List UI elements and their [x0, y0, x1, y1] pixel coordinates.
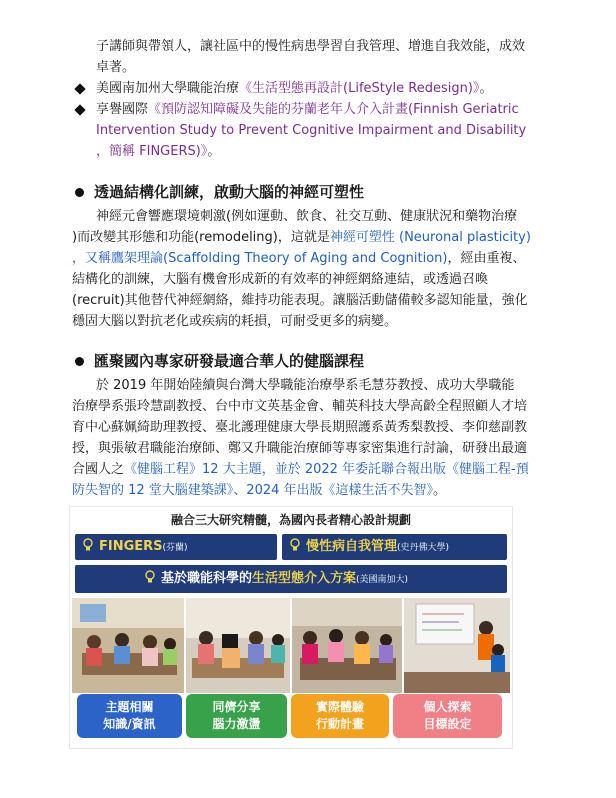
pill-line-1: 主題相關 — [105, 700, 154, 714]
ref-item-usc — [96, 78, 492, 99]
body-line — [72, 227, 531, 248]
framework-prefix: 基於職能科學的 — [161, 571, 253, 586]
ref-highlight: 《生活型態再設計(LifeStyle Redesign)》 — [239, 81, 480, 96]
framework-title: FINGERS — [99, 539, 163, 554]
section-heading-neuroplasticity: 透過結構化訓練，啟動大腦的神經可塑性 — [94, 183, 365, 201]
framework-source: (史丹佛大學) — [397, 543, 450, 553]
ref-suffix: 。 — [479, 81, 493, 96]
section-heading-expert-courses: 匯聚國內專家研發最適合華人的健腦課程 — [94, 352, 365, 370]
framework-box-fingers — [75, 534, 277, 560]
ref-suffix: 。 — [207, 144, 221, 159]
ref-item-fingers-l2: Intervention Study to Prevent Cognitive Impairment and Disability — [96, 123, 527, 138]
framework-title: 生活型態介入方案 — [252, 571, 357, 586]
framework-title: 慢性病自我管理 — [306, 539, 398, 554]
class-photo-1 — [72, 598, 184, 693]
body-text: )而改變其形態和功能(remodeling)，這就是 — [72, 230, 330, 245]
pill-line-2: 目標設定 — [423, 717, 472, 731]
ref-item-fingers-l3 — [96, 141, 220, 162]
framework-box-self-management — [282, 534, 507, 560]
intro-line-2: 卓著。 — [96, 60, 136, 75]
intro-line-1: 子講師與帶領人，讓社區中的慢性病患學習自我管理、增進自我效能，成效 — [96, 39, 526, 54]
ref-item-fingers-l1 — [96, 99, 519, 120]
body-line: (recruit)其他替代神經網絡，維持功能表現。讓腦活動儲備較多認知能量，強化 — [72, 293, 528, 308]
pill-line-2: 知識/資訊 — [103, 717, 156, 731]
pill-line-1: 同儕分享 — [212, 700, 261, 714]
body-text: ，經由重複、 — [447, 251, 526, 266]
lightbulb-icon — [145, 570, 155, 584]
class-photo-2 — [186, 598, 290, 693]
body-line — [72, 480, 446, 501]
framework-source: (美國南加大) — [356, 575, 409, 585]
method-pill-knowledge — [77, 694, 182, 738]
infographic-title: 融合三大研究精髓，為國內長者精心設計規劃 — [170, 513, 411, 527]
method-pill-exploration — [393, 694, 502, 738]
body-line: 結構化的訓練，大腦有機會形成新的有效率的神經網絡連結，或透過召喚 — [72, 272, 489, 287]
class-photo-3 — [292, 598, 402, 693]
body-line — [72, 459, 529, 480]
pill-line-1: 個人探索 — [423, 700, 472, 714]
pill-line-1: 實際體驗 — [315, 700, 364, 714]
class-photo-4 — [404, 598, 510, 693]
framework-box-lifestyle — [75, 565, 507, 593]
ref-prefix: 享譽國際 — [96, 102, 149, 117]
bullet-dot-icon — [75, 188, 84, 197]
framework-source: (芬蘭) — [162, 543, 188, 553]
diamond-bullet-icon — [75, 105, 85, 115]
body-line: 育中心蘇姵綺助理教授、臺北護理健康大學長期照護系黃秀梨教授、李仰慈副教 — [72, 420, 528, 435]
body-highlight: 《健腦工程》12 大主題，並於 2022 年委託聯合報出版《健腦工程-預 — [124, 462, 529, 477]
body-line: 授，與張敏君職能治療師、鄭又升職能治療師等專家密集進行討論，研發出最適 — [72, 441, 528, 456]
ref-highlight: ，簡稱 FINGERS)》 — [96, 144, 208, 159]
method-pill-experience — [291, 694, 389, 738]
body-text: 。 — [433, 483, 447, 498]
body-line: 穩固大腦以對抗老化或疾病的耗損，可耐受更多的病變。 — [72, 314, 398, 329]
ref-highlight: 《預防認知障礙及失能的芬蘭老年人介入計畫(Finnish Geriatric — [148, 102, 519, 117]
body-highlight: 防失智的 12 堂大腦建築課》、2024 年出版《這樣生活不失智》 — [72, 483, 434, 498]
method-pill-peer-sharing — [186, 694, 287, 738]
body-highlight: ，又稱鷹架理論(Scaffolding Theory of Aging and Cognition) — [72, 251, 448, 266]
body-line: 神經元會響應環境刺激(例如運動、飲食、社交互動、健康狀況和藥物治療 — [96, 209, 518, 224]
body-line: 治療學系張玲慧副教授、台中市文英基金會、輔英科技大學高齡全程照顧人才培 — [72, 399, 528, 414]
lightbulb-icon — [83, 538, 93, 552]
ref-prefix: 美國南加州大學職能治療 — [96, 81, 240, 96]
body-line: 於 2019 年開始陸續與台灣大學職能治療學系毛慧芬教授、成功大學職能 — [96, 378, 515, 393]
pill-line-2: 腦力激盪 — [212, 717, 261, 731]
body-highlight: 神經可塑性 (Neuronal plasticity) — [329, 230, 531, 245]
body-text: 合國人之 — [72, 462, 125, 477]
bullet-dot-icon — [75, 357, 84, 366]
body-line — [72, 248, 526, 269]
lightbulb-icon — [290, 538, 300, 552]
diamond-bullet-icon — [75, 84, 85, 94]
pill-line-2: 行動計畫 — [315, 717, 364, 731]
